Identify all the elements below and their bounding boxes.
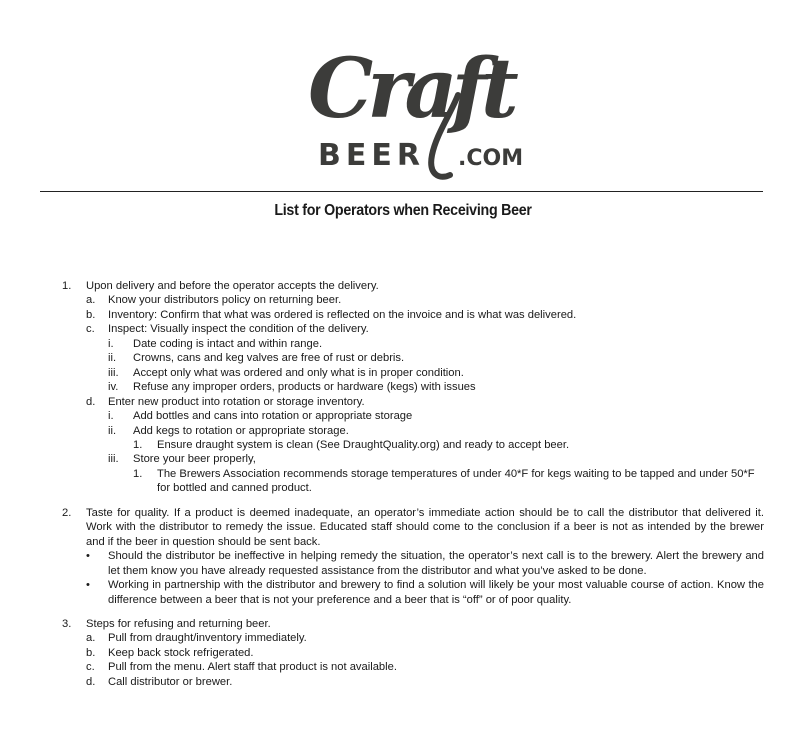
item-text: Working in partnership with the distributor and brewery to find a solution will likely be your most valuable course of action. Know the difference between a beer that is not your preference and a beer that is “off” or of poor quality. (108, 579, 764, 606)
list-item (62, 308, 764, 322)
item-number: b. (86, 308, 96, 321)
item-text: The Brewers Association recommends storage temperatures of under 40*F for kegs waiting to be tapped and under 50*F for bottled and canned product. (157, 467, 755, 495)
item-number: ii. (108, 424, 117, 437)
item-text: Pull from draught/inventory immediately. (108, 632, 307, 645)
item-number: a. (86, 294, 96, 307)
item-text: Accept only what was ordered and only what is in proper condition. (133, 366, 464, 379)
list-item (62, 366, 764, 380)
item-number: c. (86, 661, 95, 674)
item-text: Know your distributors policy on returning beer. (108, 294, 342, 307)
item-text: Steps for refusing and returning beer. (86, 617, 271, 630)
svg-text:BEER: BEER (318, 138, 425, 173)
item-number: 3. (62, 617, 72, 630)
item-number: b. (86, 646, 96, 659)
item-text: Should the distributor be ineffective in helping remedy the situation, the operator’s next call is to the brewery. Alert the brewery and let them know you have already requested assistance from the distributor and what you’ve asked to be done. (108, 550, 764, 577)
item-text: Inventory: Confirm that what was ordered is reflected on the invoice and is what was delivered. (108, 308, 577, 321)
list-item (62, 506, 764, 549)
item-number: i. (108, 410, 114, 423)
bullet-icon: • (86, 550, 90, 563)
bullet-icon: • (86, 579, 90, 592)
item-text: Refuse any improper orders, products or hardware (kegs) with issues (133, 381, 476, 394)
item-text: Keep back stock refrigerated. (108, 646, 254, 659)
list-item (62, 337, 764, 351)
item-number: iv. (108, 381, 119, 394)
list-item (62, 467, 764, 496)
item-text: Store your beer properly, (133, 453, 256, 466)
item-text: Crowns, cans and keg valves are free of rust or debris. (133, 352, 405, 365)
item-number: c. (86, 323, 95, 336)
bullet-item (62, 549, 764, 578)
list-item (62, 279, 764, 293)
item-number: 2. (62, 506, 72, 519)
header-divider (40, 191, 763, 192)
list-item (62, 424, 764, 438)
document-body (62, 279, 764, 689)
list-item (62, 380, 764, 394)
list-item (62, 675, 764, 689)
svg-text:.COM: .COM (458, 146, 524, 171)
item-number: a. (86, 632, 96, 645)
item-number: iii. (108, 366, 119, 379)
list-item (62, 631, 764, 645)
list-item (62, 395, 764, 409)
item-number: 1. (62, 280, 72, 292)
list-item (62, 351, 764, 365)
list-item (62, 452, 764, 466)
item-text: Ensure draught system is clean (See DraughtQuality.org) and ready to accept beer. (157, 438, 570, 451)
item-number: iii. (108, 453, 119, 466)
page-title: List for Operators when Receiving Beer (274, 202, 532, 219)
item-text: Date coding is intact and within range. (133, 337, 323, 350)
item-number: 1. (133, 467, 143, 480)
item-text: Pull from the menu. Alert staff that product is not available. (108, 661, 397, 674)
svg-text:Craft: Craft (308, 41, 513, 137)
item-text: Enter new product into rotation or storage inventory. (108, 395, 365, 408)
item-text: Upon delivery and before the operator accepts the delivery. (86, 280, 379, 292)
list-item (62, 293, 764, 307)
item-text: Call distributor or brewer. (108, 675, 233, 688)
item-number: d. (86, 395, 96, 408)
list-item (62, 617, 764, 631)
item-text: Add bottles and cans into rotation or appropriate storage (133, 410, 413, 423)
list-item (62, 409, 764, 423)
item-number: 1. (133, 438, 143, 451)
item-text: Inspect: Visually inspect the condition of the delivery. (108, 323, 369, 336)
list-item (62, 660, 764, 674)
craftbeer-logo (300, 25, 540, 185)
list-item (62, 646, 764, 660)
item-number: d. (86, 675, 96, 688)
list-item (62, 322, 764, 336)
item-number: i. (108, 337, 114, 350)
bullet-item (62, 578, 764, 607)
item-text: Taste for quality. If a product is deemed inadequate, an operator’s immediate action should be to call the distributor that delivered it. Work with the distributor to remedy the issue. Educated staff should come to the conclusion if a beer is not as intended by the brewer and if the beer in question should be sent back. (86, 506, 764, 548)
list-item (62, 438, 764, 452)
item-number: ii. (108, 352, 117, 365)
item-text: Add kegs to rotation or appropriate storage. (133, 424, 349, 437)
